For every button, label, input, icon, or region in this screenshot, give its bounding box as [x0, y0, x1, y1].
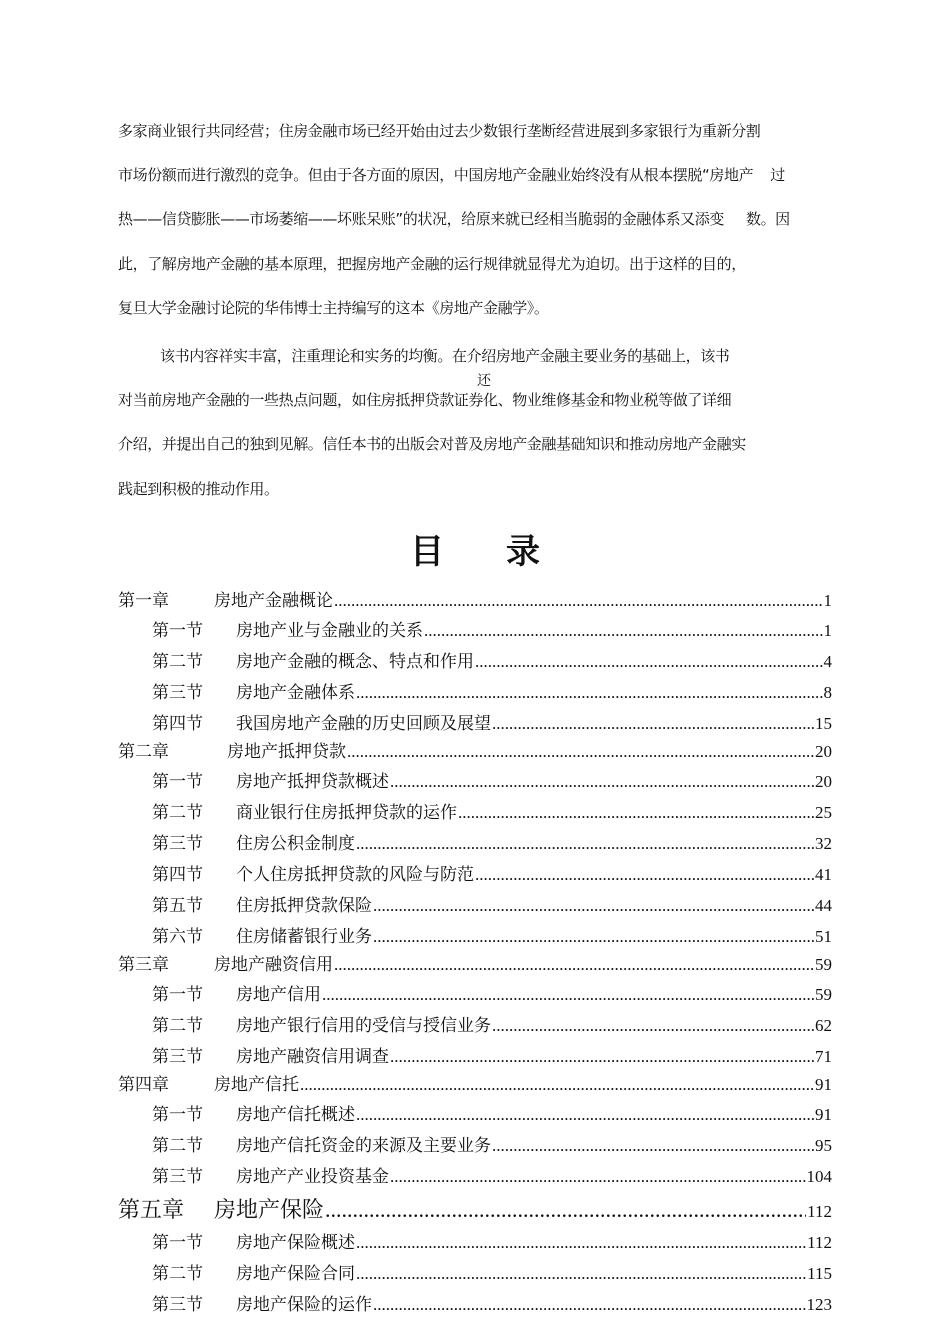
toc-number: 第三节 — [152, 1167, 203, 1186]
toc-heading: 目录 — [410, 532, 602, 572]
toc-page-number: 123 — [806, 1295, 832, 1314]
toc-section-row[interactable] — [152, 1263, 832, 1285]
toc-title: 房地产业与金融业的关系 — [236, 621, 423, 640]
toc-leader — [356, 1232, 806, 1254]
text-segment: 热——信贷膨胀——市场萎缩——坏账呆账”的状况，给原来就已经相当脆弱的金融体系又添变 — [118, 210, 724, 228]
toc-leader — [492, 713, 814, 735]
toc-page-number: 1 — [823, 591, 832, 610]
toc-title: 我国房地产金融的历史回顾及展望 — [236, 714, 491, 733]
toc-section-row[interactable] — [152, 1015, 832, 1037]
toc-page-number: 95 — [815, 1136, 832, 1155]
toc-leader — [373, 1294, 806, 1316]
toc-leader — [325, 1196, 806, 1224]
toc-leader — [300, 1074, 814, 1096]
toc-title: 房地产信托概述 — [236, 1105, 355, 1124]
toc-number: 第五节 — [152, 896, 203, 915]
toc-number: 第六节 — [152, 927, 203, 946]
text-segment: 过 — [770, 166, 785, 184]
toc-title: 房地产抵押贷款 — [227, 742, 346, 761]
toc-title: 房地产产业投资基金 — [236, 1167, 389, 1186]
toc-number: 第四章 — [118, 1075, 169, 1094]
toc-number: 第一节 — [152, 985, 203, 1004]
toc-number: 第二节 — [152, 1016, 203, 1035]
toc-title: 住房抵押贷款保险 — [236, 896, 372, 915]
toc-number: 第一节 — [152, 1233, 203, 1252]
toc-section-row[interactable] — [152, 1104, 832, 1126]
toc-number: 第二章 — [118, 742, 169, 761]
toc-number: 第三节 — [152, 1047, 203, 1066]
toc-title: 房地产银行信用的受信与授信业务 — [236, 1016, 491, 1035]
toc-leader — [458, 802, 814, 824]
toc-page-number: 62 — [815, 1016, 832, 1035]
toc-section-row[interactable] — [152, 1135, 832, 1157]
toc-page-number: 4 — [823, 652, 832, 671]
toc-section-row[interactable] — [152, 682, 832, 704]
toc-section-row[interactable] — [152, 984, 832, 1006]
toc-page-number: 71 — [815, 1047, 832, 1066]
toc-page-number: 20 — [815, 742, 832, 761]
toc-title: 住房储蓄银行业务 — [236, 927, 372, 946]
toc-title: 房地产保险概述 — [236, 1233, 355, 1252]
toc-page-number: 1 — [823, 621, 832, 640]
toc-section-row[interactable] — [152, 802, 832, 824]
toc-section-row[interactable] — [152, 1166, 832, 1188]
toc-page-number: 44 — [815, 896, 832, 915]
toc-leader — [424, 620, 823, 642]
text-line: 复旦大学金融讨论院的华伟博士主持编写的这本《房地产金融学》。 — [118, 299, 549, 317]
toc-leader — [390, 1046, 814, 1068]
toc-leader — [390, 771, 814, 793]
toc-page-number: 8 — [823, 683, 832, 702]
text-line: 对当前房地产金融的一些热点问题，如住房抵押贷款证券化、物业维修基金和物业税等做了详细 — [118, 391, 732, 409]
toc-page-number: 91 — [815, 1075, 832, 1094]
toc-number: 第四节 — [152, 714, 203, 733]
toc-title: 房地产信托资金的来源及主要业务 — [236, 1136, 491, 1155]
toc-page-number: 41 — [815, 865, 832, 884]
toc-title: 房地产金融体系 — [236, 683, 355, 702]
toc-page-number: 91 — [815, 1105, 832, 1124]
toc-chapter-row[interactable] — [118, 1196, 832, 1226]
text-line — [118, 168, 785, 186]
toc-chapter-row[interactable] — [118, 1074, 832, 1096]
toc-section-row[interactable] — [152, 1046, 832, 1068]
text-line-fragment: 还 — [477, 373, 491, 389]
toc-number: 第三章 — [118, 955, 169, 974]
toc-title: 房地产信托 — [214, 1075, 299, 1094]
text-line — [118, 212, 790, 230]
toc-leader — [356, 1263, 806, 1285]
text-line: 此，了解房地产金融的基本原理，把握房地产金融的运行规律就显得尤为迫切。出于这样的目的， — [118, 255, 746, 273]
toc-leader — [492, 1135, 814, 1157]
toc-leader — [334, 590, 823, 612]
toc-section-row[interactable] — [152, 926, 832, 948]
toc-section-row[interactable] — [152, 651, 832, 673]
toc-title: 房地产融资信用调查 — [236, 1047, 389, 1066]
toc-number: 第三节 — [152, 834, 203, 853]
toc-section-row[interactable] — [152, 1294, 832, 1316]
toc-leader — [334, 954, 814, 976]
toc-number: 第二节 — [152, 1264, 203, 1283]
text-segment: 市场份额而进行激烈的竞争。但由于各方面的原因，中国房地产金融业始终没有从根本摆脱“房地产 — [118, 166, 754, 184]
toc-number: 第二节 — [152, 803, 203, 822]
toc-leader — [356, 682, 823, 704]
toc-title: 商业银行住房抵押贷款的运作 — [236, 803, 457, 822]
toc-chapter-row[interactable] — [118, 741, 832, 763]
toc-leader — [475, 651, 823, 673]
toc-leader — [373, 926, 814, 948]
toc-page-number: 32 — [815, 834, 832, 853]
toc-section-row[interactable] — [152, 620, 832, 642]
toc-section-row[interactable] — [152, 833, 832, 855]
toc-leader — [322, 984, 814, 1006]
toc-leader — [356, 1104, 814, 1126]
toc-page-number: 104 — [806, 1167, 832, 1186]
toc-section-row[interactable] — [152, 1232, 832, 1254]
text-segment: 数。因 — [745, 210, 790, 228]
toc-page-number: 20 — [815, 772, 832, 791]
toc-title: 房地产保险 — [214, 1197, 325, 1222]
toc-title: 房地产保险的运作 — [236, 1295, 372, 1314]
text-line: 多家商业银行共同经营；住房金融市场已经开始由过去少数银行垄断经营进展到多家银行为重新分割 — [118, 122, 761, 140]
toc-leader — [347, 741, 814, 763]
toc-number: 第五章 — [118, 1197, 185, 1222]
toc-page-number: 59 — [815, 985, 832, 1004]
toc-section-row[interactable] — [152, 713, 832, 735]
toc-page-number: 59 — [815, 955, 832, 974]
toc-number: 第一节 — [152, 772, 203, 791]
toc-title: 房地产抵押贷款概述 — [236, 772, 389, 791]
toc-section-row[interactable] — [152, 864, 832, 886]
toc-page-number: 112 — [807, 1202, 832, 1221]
text-line: 介绍，并提出自己的独到见解。信任本书的出版会对普及房地产金融基础知识和推动房地产金融实 — [118, 435, 746, 453]
toc-number: 第四节 — [152, 865, 203, 884]
text-line: 该书内容祥实丰富，注重理论和实务的均衡。在介绍房地产金融主要业务的基础上，该书 — [160, 347, 730, 365]
toc-page-number: 25 — [815, 803, 832, 822]
toc-leader — [475, 864, 814, 886]
toc-number: 第三节 — [152, 683, 203, 702]
toc-title: 房地产融资信用 — [214, 955, 333, 974]
toc-number: 第二节 — [152, 652, 203, 671]
toc-leader — [356, 833, 814, 855]
toc-number: 第一节 — [152, 621, 203, 640]
toc-title: 房地产保险合同 — [236, 1264, 355, 1283]
toc-number: 第一章 — [118, 591, 169, 610]
text-line: 践起到积极的推动作用。 — [118, 480, 279, 498]
toc-title: 个人住房抵押贷款的风险与防范 — [236, 865, 474, 884]
toc-title: 房地产金融的概念、特点和作用 — [236, 652, 474, 671]
toc-page-number: 112 — [807, 1233, 832, 1252]
toc-title: 住房公积金制度 — [236, 834, 355, 853]
toc-page-number: 51 — [815, 927, 832, 946]
toc-title: 房地产金融概论 — [214, 591, 333, 610]
toc-title: 房地产信用 — [236, 985, 321, 1004]
toc-section-row[interactable] — [152, 771, 832, 793]
toc-section-row[interactable] — [152, 895, 832, 917]
toc-chapter-row[interactable] — [118, 590, 832, 612]
toc-chapter-row[interactable] — [118, 954, 832, 976]
toc-number: 第二节 — [152, 1136, 203, 1155]
toc-page-number: 115 — [807, 1264, 832, 1283]
toc-leader — [390, 1166, 806, 1188]
toc-page-number: 15 — [815, 714, 832, 733]
toc-leader — [373, 895, 814, 917]
toc-leader — [492, 1015, 814, 1037]
toc-number: 第三节 — [152, 1295, 203, 1314]
toc-number: 第一节 — [152, 1105, 203, 1124]
